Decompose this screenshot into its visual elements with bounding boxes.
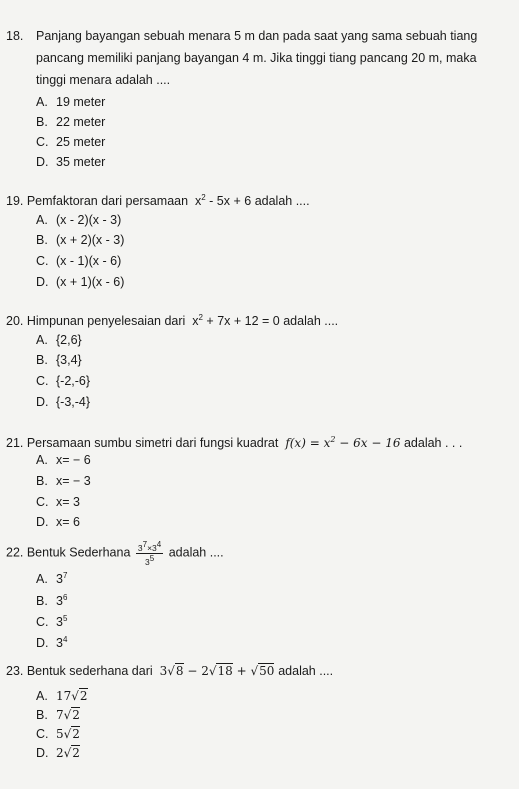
q18-text-line3: tinggi menara adalah ....: [36, 73, 171, 87]
q18-option-d[interactable]: D. 35 meter: [36, 155, 106, 169]
q20-expression: $x^2 + 7x + 12 = 0$: [192, 313, 280, 329]
q20-option-c[interactable]: C. {-2,-6}: [36, 374, 91, 388]
q19-expression: $x^2 - 5x + 6$: [195, 193, 252, 209]
q21-option-d[interactable]: D. x= 6: [36, 515, 80, 529]
q19-option-c[interactable]: C. (x - 1)(x - 6): [36, 254, 122, 268]
q21-stem: 21. Persamaan sumbu simetri dari fungsi kuadrat $f(x) = x^2 - 6x - 16$ adalah . . .: [6, 435, 463, 450]
q21-option-b[interactable]: B. x= − 3: [36, 474, 91, 488]
q20-option-a[interactable]: A. {2,6}: [36, 333, 82, 347]
q18-option-a[interactable]: A. 19 meter: [36, 95, 106, 109]
q20-option-d[interactable]: D. {-3,-4}: [36, 395, 91, 409]
q18-number: 18.: [6, 29, 24, 43]
q21-expression: $f(x) = x^2 - 6x - 16$: [285, 435, 401, 450]
q23-expression: 3√8 − 2√18 + √50: [159, 664, 275, 678]
q18-option-c[interactable]: C. 25 meter: [36, 135, 106, 149]
q20-option-b[interactable]: B. {3,4}: [36, 353, 82, 367]
q19-option-b[interactable]: B. (x + 2)(x - 3): [36, 233, 125, 247]
q18-text-line1: Panjang bayangan sebuah menara 5 m dan pada saat yang sama sebuah tiang: [36, 29, 478, 43]
q19-option-a[interactable]: A. (x - 2)(x - 3): [36, 213, 122, 227]
q23-option-b[interactable]: B. 7√2: [36, 708, 80, 722]
q23-option-c[interactable]: C. 5√2: [36, 727, 80, 741]
q22-option-a[interactable]: A. $3^7$: [36, 571, 68, 587]
q19-option-d[interactable]: D. (x + 1)(x - 6): [36, 275, 125, 289]
q19-stem: 19. Pemfaktoran dari persamaan $x^2 - 5x + 6$ adalah ....: [6, 193, 310, 209]
q20-stem: 20. Himpunan penyelesaian dari $x^2 + 7x + 12 = 0$ adalah ....: [6, 313, 339, 329]
q21-option-c[interactable]: C. x= 3: [36, 495, 80, 509]
q22-option-d[interactable]: D. $3^4$: [36, 635, 68, 651]
q18-text-line2: pancang memiliki panjang bayangan 4 m. Jika tinggi tiang pancang 20 m, maka: [36, 51, 477, 65]
q22-option-c[interactable]: C. $3^5$: [36, 614, 68, 630]
q22-stem: 22. Bentuk Sederhana $\frac{3^7\times 3^4}{3^5}$ adalah ....: [6, 540, 224, 567]
q23-option-a[interactable]: A. 17√2: [36, 689, 88, 703]
q23-stem: 23. Bentuk sederhana dari 3√8 − 2√18 + √50 adalah ....: [6, 664, 334, 678]
q23-option-d[interactable]: D. 2√2: [36, 746, 80, 760]
q21-option-a[interactable]: A. x= − 6: [36, 453, 91, 467]
q22-fraction: $\frac{3^7\times 3^4}{3^5}$: [137, 540, 162, 567]
q18-option-b[interactable]: B. 22 meter: [36, 115, 106, 129]
q22-option-b[interactable]: B. $3^6$: [36, 593, 68, 609]
